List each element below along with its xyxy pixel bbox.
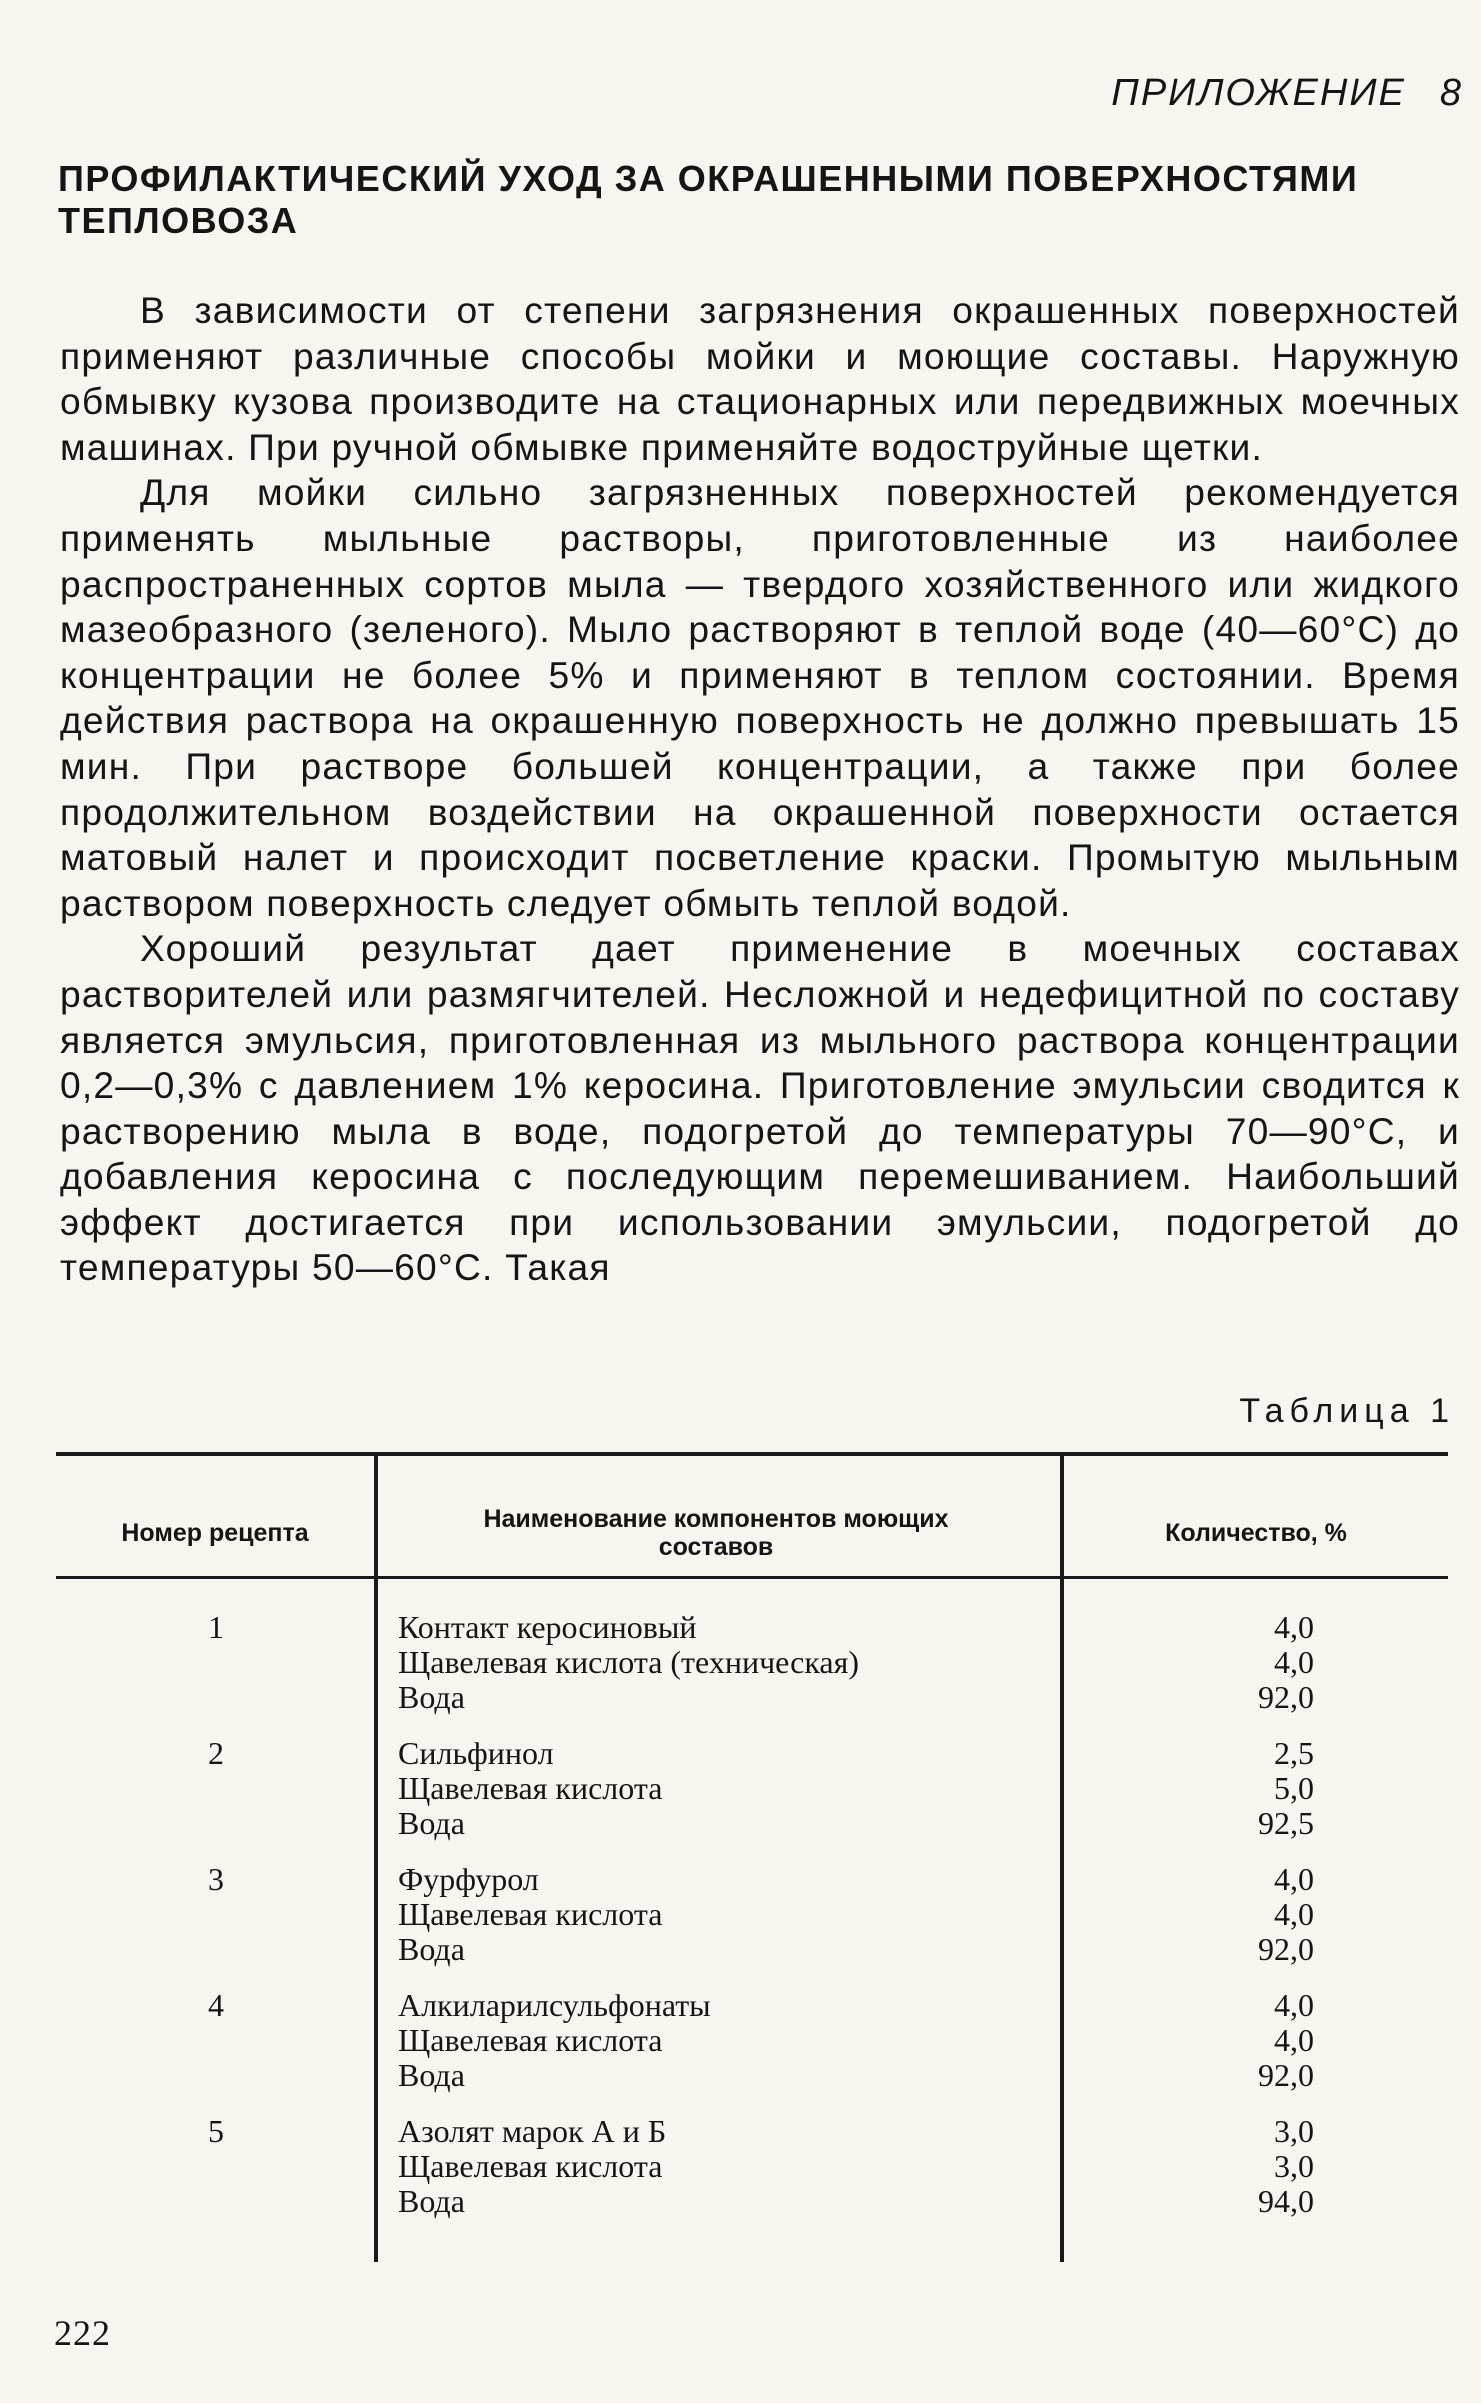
paragraph: Хороший результат дает применение в моечных составах растворителей или размягчителей. Несложной и недефицитной по составу является эмульсия, приготовленная из мыльного раствора концентрации 0,2—0,3% с давлением 1% керосина. Приготовление эмульсии сводится к растворению мыла в воде, подогретой до температуры 70—90°C, и добавления керосина с последующим перемешиванием. Наибольший эффект достигается при использовании эмульсии, подогретой до температуры 50—60°C. Такая <box>60 927 1460 1289</box>
recipe-number: 2 <box>208 1735 224 1771</box>
component-name: Щавелевая кислота <box>398 1896 663 1933</box>
component-name: Вода <box>398 2183 465 2220</box>
component-name: Сильфинол <box>398 1735 554 1771</box>
component-names <box>398 2114 1088 2220</box>
component-names <box>398 1736 1088 1842</box>
table-row <box>56 1610 1448 1736</box>
running-head-section: ПРИЛОЖЕНИЕ <box>1111 72 1406 114</box>
table-body <box>56 1610 1448 2240</box>
component-quantity: 92,0 <box>1258 2057 1314 2094</box>
component-quantity: 94,0 <box>1258 2183 1314 2220</box>
table-top-rule <box>56 1452 1448 1456</box>
component-name: Щавелевая кислота <box>398 2148 663 2185</box>
component-quantities <box>1076 1988 1314 2094</box>
component-names <box>398 1610 1088 1716</box>
component-quantity: 4,0 <box>1274 1896 1314 1933</box>
component-name: Контакт керосиновый <box>398 1609 697 1645</box>
component-quantities <box>1076 1736 1314 1842</box>
component-name: Щавелевая кислота <box>398 2022 663 2059</box>
component-names <box>398 1988 1088 2094</box>
header-recipe-number: Номер рецепта <box>121 1519 309 1547</box>
component-quantity: 4,0 <box>1274 2022 1314 2059</box>
table-row <box>56 2114 1448 2240</box>
component-quantity: 92,0 <box>1258 1931 1314 1968</box>
component-name: Вода <box>398 2057 465 2094</box>
component-name: Азолят марок А и Б <box>398 2113 667 2149</box>
component-name: Щавелевая кислота <box>398 1770 663 1807</box>
recipe-number: 1 <box>208 1609 224 1645</box>
page-title: ПРОФИЛАКТИЧЕСКИЙ УХОД ЗА ОКРАШЕННЫМИ ПОВЕРХНОСТЯМИ ТЕПЛОВОЗА <box>58 158 1359 241</box>
component-quantity: 92,5 <box>1258 1805 1314 1842</box>
component-name: Алкиларилсульфонаты <box>398 1987 711 2023</box>
body-text <box>60 288 1460 1291</box>
paragraph: Для мойки сильно загрязненных поверхностей рекомендуется применять мыльные растворы, приготовленные из наиболее распространенных сортов мыла — твердого хозяйственного или жидкого мазеобразного (зеленого). Мыло растворяют в теплой воде (40—60°C) до концентрации не более 5% и применяют в теплом состоянии. Время действия раствора на окрашенную поверхность не должно превышать 15 мин. При растворе большей концентрации, а также при более продолжительном воздействии на окрашенной поверхности остается матовый налет и происходит посветление краски. Промытую мыльным раствором поверхность следует обмыть теплой водой. <box>60 471 1460 924</box>
table-caption: Таблица 1 <box>1239 1392 1455 1430</box>
page-number: 222 <box>54 2313 111 2353</box>
component-quantity: 4,0 <box>1274 1861 1314 1897</box>
table-row <box>56 1988 1448 2114</box>
recipe-number: 3 <box>208 1861 224 1897</box>
component-quantity: 3,0 <box>1274 2113 1314 2149</box>
component-name: Вода <box>398 1805 465 1842</box>
component-quantity: 92,0 <box>1258 1679 1314 1716</box>
header-quantity: Количество, % <box>1165 1519 1347 1547</box>
component-names <box>398 1862 1088 1968</box>
component-quantity: 5,0 <box>1274 1770 1314 1807</box>
component-name: Вода <box>398 1931 465 1968</box>
component-name: Щавелевая кислота (техническая) <box>398 1644 859 1681</box>
component-quantities <box>1076 1862 1314 1968</box>
header-component-name: Наименование компонентов моющих составов <box>483 1505 949 1561</box>
component-quantities <box>1076 2114 1314 2220</box>
recipe-number: 4 <box>208 1987 224 2023</box>
component-quantity: 3,0 <box>1274 2148 1314 2185</box>
component-quantity: 4,0 <box>1274 1987 1314 2023</box>
table-row <box>56 1736 1448 1862</box>
component-name: Фурфурол <box>398 1861 539 1897</box>
component-quantity: 2,5 <box>1274 1735 1314 1771</box>
running-head <box>1111 72 1463 115</box>
component-quantity: 4,0 <box>1274 1609 1314 1645</box>
component-quantities <box>1076 1610 1314 1716</box>
recipe-number: 5 <box>208 2113 224 2149</box>
recipes-table <box>56 1452 1448 2262</box>
paragraph: В зависимости от степени загрязнения окрашенных поверхностей применяют различные способы мойки и моющие составы. Наружную обмывку кузова производите на стационарных или передвижных моечных машинах. При ручной обмывке применяйте водоструйные щетки. <box>60 289 1460 468</box>
running-head-number: 8 <box>1439 72 1463 114</box>
component-name: Вода <box>398 1679 465 1716</box>
component-quantity: 4,0 <box>1274 1644 1314 1681</box>
table-row <box>56 1862 1448 1988</box>
